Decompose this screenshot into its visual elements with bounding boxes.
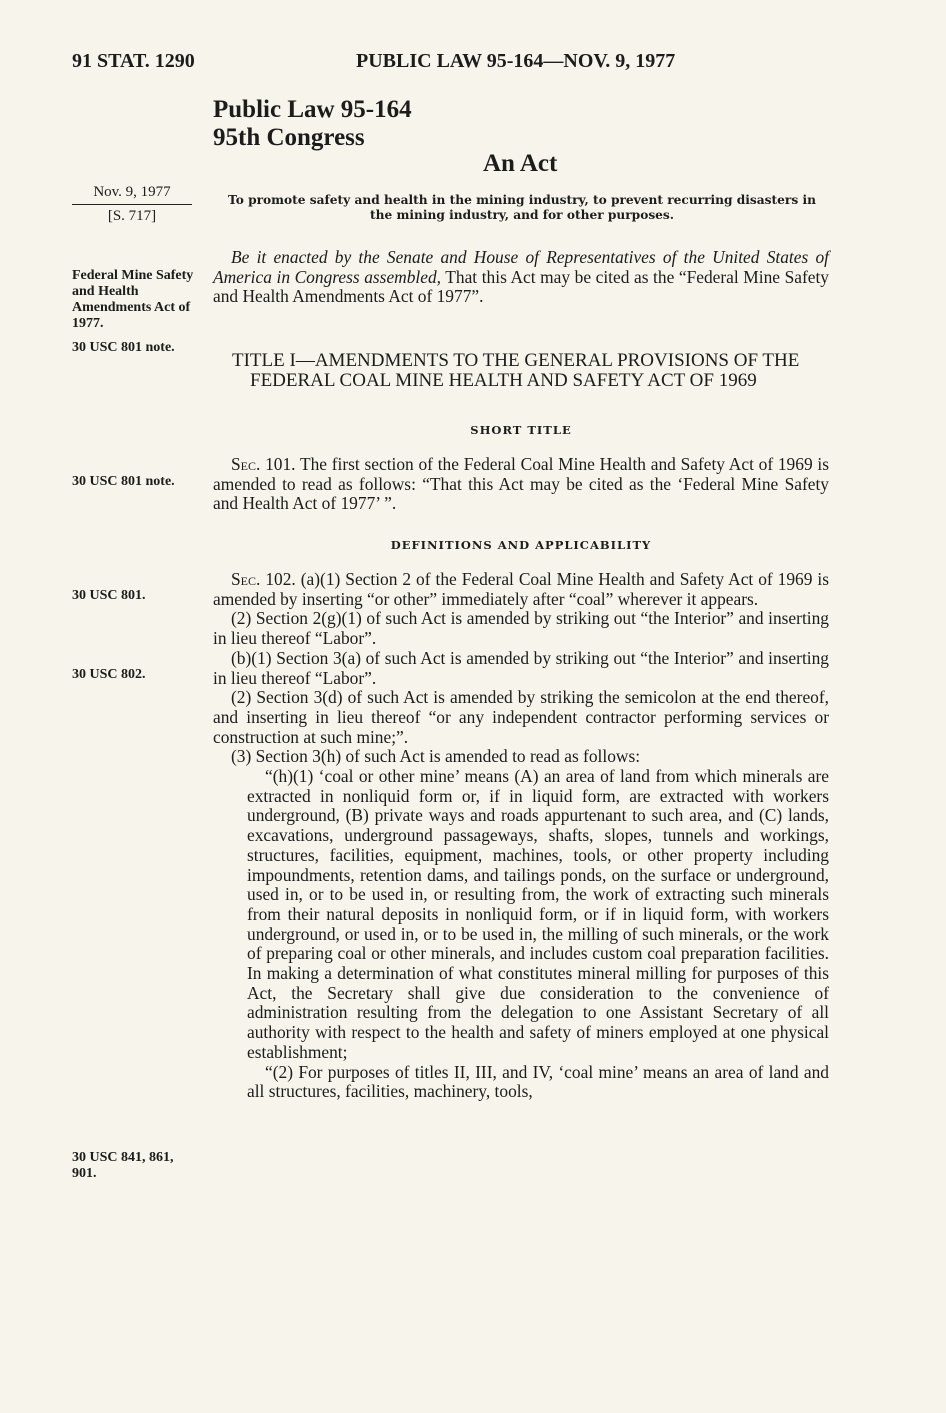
margin-note-usc-2: 30 USC 801 note. bbox=[72, 474, 175, 489]
congress-number: 95th Congress bbox=[213, 124, 365, 151]
public-law-number: Public Law 95-164 bbox=[213, 96, 412, 123]
enacting-text: That this Act may be cited as the “Federal Mine Safety and Health Amendments Act of 1977”. bbox=[213, 266, 829, 307]
law-title-block bbox=[213, 96, 412, 152]
definitions-heading: DEFINITIONS AND APPLICABILITY bbox=[390, 538, 652, 552]
enacting-clause bbox=[213, 248, 829, 307]
margin-note-usc-1: 30 USC 801 note. bbox=[72, 340, 175, 355]
running-header: PUBLIC LAW 95-164—NOV. 9, 1977 bbox=[356, 50, 676, 72]
subsection-a2: (2) Section 2(g)(1) of such Act is amended by striking out “the Interior” and inserting in lieu thereof “Labor”. bbox=[213, 608, 829, 649]
section-label: Sec. 101. bbox=[231, 454, 296, 474]
enacting-formula: Be it enacted by the Senate and House of Representatives of the United States of America in Congress assembled, bbox=[213, 247, 829, 287]
subsection-a1: (a)(1) Section 2 of the Federal Coal Mine Health and Safety Act of 1969 is amended by inserting “or other” immediately after “coal” wherever it appears. bbox=[213, 569, 830, 609]
margin-note-short-title: Federal Mine Safety and Health Amendments Act of 1977. bbox=[72, 268, 194, 331]
date-box bbox=[72, 184, 192, 225]
act-purpose: To promote safety and health in the mining industry, to prevent recurring disasters in the mining industry, and for other purposes. bbox=[228, 193, 816, 222]
margin-note-usc-3: 30 USC 801. bbox=[72, 588, 146, 603]
section-label: Sec. 102. bbox=[231, 569, 296, 589]
section-101 bbox=[213, 455, 829, 514]
margin-note-usc-5: 30 USC 841, 861, 901. bbox=[72, 1150, 174, 1181]
subsection-b3: (3) Section 3(h) of such Act is amended to read as follows: bbox=[231, 746, 641, 767]
short-title-heading: SHORT TITLE bbox=[470, 423, 572, 437]
bill-number: [S. 717] bbox=[107, 208, 157, 224]
definition-h1: “(h)(1) ‘coal or other mine’ means (A) an area of land from which minerals are extracted in nonliquid form or, if in liquid form, are extracted with workers underground, (B) private ways and roads appurtenant to such area, and (C) lands, excavations, underground passageways, shafts, slopes, tunnels and workings, structures, facilities, equipment, machines, tools, or other property including impoundments, retention dams, and tailings ponds, on the surface or underground, used in, or to be used in, or resulting from, the work of extracting such minerals from their natural deposits in nonliquid form, or if in liquid form, with workers underground, or used in, or to be used in, the milling of such minerals, or the work of preparing coal or other minerals, and includes custom coal preparation facilities. In making a determination of what constitutes mineral milling for purposes of this Act, the Secretary shall give due consideration to the convenience of administration resulting from the delegation to one Assistant Secretary of all authority with respect to the health and safety of miners employed at one physical establishment; bbox=[247, 766, 829, 1062]
definition-h2: “(2) For purposes of titles II, III, and IV, ‘coal mine’ means an area of land and all structures, facilities, machinery, tools, bbox=[247, 1061, 829, 1102]
an-act-heading: An Act bbox=[483, 150, 558, 177]
enactment-date: Nov. 9, 1977 bbox=[72, 184, 192, 205]
page-stat-citation: 91 STAT. 1290 bbox=[72, 50, 195, 72]
subsection-b2: (2) Section 3(d) of such Act is amended by striking the semicolon at the end thereof, and inserting in lieu thereof “or any independent contractor performing services or construction at such mine;”. bbox=[213, 687, 829, 747]
subsection-b1: (b)(1) Section 3(a) of such Act is amended by striking out “the Interior” and inserting in lieu thereof “Labor”. bbox=[213, 647, 829, 688]
section-text: The first section of the Federal Coal Mine Health and Safety Act of 1969 is amended to read as follows: “That this Act may be cited as the ‘Federal Mine Safety and Health Act of 1977’ ”. bbox=[213, 454, 829, 514]
title-one-heading: TITLE I—AMENDMENTS TO THE GENERAL PROVISIONS OF THE FEDERAL COAL MINE HEALTH AND SAFETY ACT OF 1969 bbox=[232, 350, 800, 391]
section-102 bbox=[213, 570, 829, 1102]
margin-note-usc-4: 30 USC 802. bbox=[72, 667, 146, 682]
quoted-definition-block bbox=[213, 767, 829, 1102]
